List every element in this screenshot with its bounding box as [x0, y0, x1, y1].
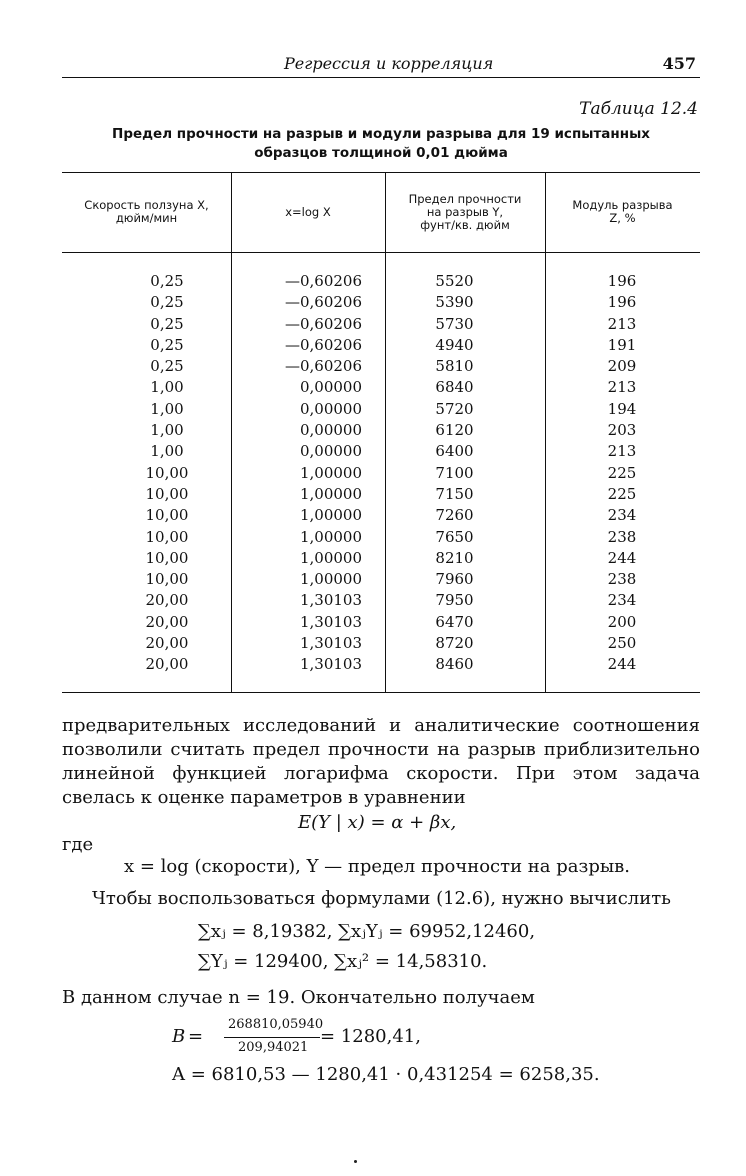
table-cell: 213 [607, 314, 637, 333]
table-row [62, 548, 700, 569]
b-result: = 1280,41, [320, 1026, 421, 1047]
table-row [62, 399, 700, 420]
table-top-rule [62, 172, 700, 173]
a-formula: A = 6810,53 — 1280,41 · 0,431254 = 6258,35. [172, 1064, 600, 1085]
table-cell: 20,00 [145, 655, 189, 674]
table-row [62, 654, 700, 675]
table-row [62, 505, 700, 526]
table-header-rule [62, 252, 700, 253]
table-title-line1: Предел прочности на разрыв и модули разрыва для 19 испытанных [112, 126, 650, 142]
table-cell: 244 [607, 655, 637, 674]
table-cell: 1,00000 [299, 570, 362, 589]
table-cell: 7650 [435, 527, 474, 546]
table-cell: 20,00 [145, 634, 189, 653]
table-cell: 8460 [435, 655, 474, 674]
table-row [62, 633, 700, 654]
paragraph-compute: Чтобы воспользоваться формулами (12.6), нужно вычислить [92, 888, 671, 909]
table-cell: 1,00 [150, 421, 184, 440]
table-cell: 1,00000 [299, 548, 362, 567]
table-cell: 1,30103 [299, 591, 362, 610]
table-row [62, 484, 700, 505]
table-cell: 196 [607, 272, 637, 290]
table-cell: 1,30103 [299, 612, 362, 631]
table-cell: 0,00000 [299, 421, 362, 440]
table-cell: 244 [607, 548, 637, 567]
table-cell: 1,00 [150, 378, 184, 397]
table-cell: 1,00000 [299, 463, 362, 482]
table-cell: 5390 [435, 293, 474, 312]
table-cell: 1,00 [150, 399, 184, 418]
table-body [62, 271, 700, 676]
variable-definition: x = log (скорости), Y — предел прочности на разрыв. [124, 856, 631, 877]
b-numerator: 268810,05940 [228, 1017, 324, 1032]
table-cell: —0,60206 [284, 314, 362, 333]
table-cell: 4940 [435, 335, 474, 354]
table-cell: 0,00000 [299, 399, 362, 418]
column-header-speed: Скорость ползуна X, дюйм/мин [84, 198, 209, 225]
b-equals: = [188, 1026, 204, 1047]
table-cell: 0,25 [150, 335, 184, 354]
b-symbol: B [172, 1026, 186, 1047]
table-cell: 5810 [435, 357, 474, 376]
table-cell: 1,30103 [299, 634, 362, 653]
fraction-bar [224, 1037, 320, 1038]
column-header-strength: Предел прочности на разрыв Y, фунт/кв. дюйм [408, 191, 522, 232]
table-cell: 250 [607, 634, 637, 653]
table-cell: 1,30103 [299, 655, 362, 674]
table-cell: 10,00 [145, 463, 189, 482]
table-row [62, 271, 700, 292]
running-head [62, 54, 702, 78]
page-number: 457 [662, 54, 696, 73]
table-cell: 10,00 [145, 570, 189, 589]
sums-line-2: ∑Yⱼ = 129400, ∑xⱼ² = 14,58310. [198, 951, 488, 972]
table-cell: 10,00 [145, 506, 189, 525]
table-cell: 194 [607, 399, 637, 418]
table-cell: 0,25 [150, 314, 184, 333]
table-cell: 0,00000 [299, 378, 362, 397]
paragraph-result: В данном случае n = 19. Окончательно получаем [62, 987, 535, 1008]
table-cell: 7260 [435, 506, 474, 525]
table-cell: 7150 [435, 484, 474, 503]
table-row [62, 463, 700, 484]
table-cell: 209 [607, 357, 637, 376]
table-cell: 7960 [435, 570, 474, 589]
table-cell: 0,25 [150, 272, 184, 290]
table-cell: 1,00 [150, 442, 184, 461]
b-denominator: 209,94021 [238, 1040, 309, 1055]
table-row [62, 356, 700, 377]
table-row [62, 441, 700, 462]
table-row [62, 377, 700, 398]
table-cell: 20,00 [145, 612, 189, 631]
sums-line-1: ∑xⱼ = 8,19382, ∑xⱼYⱼ = 69952,12460, [198, 921, 536, 942]
table-cell: 6470 [435, 612, 474, 631]
table-cell: 1,00000 [299, 506, 362, 525]
where-label: где [62, 834, 94, 855]
table-cell: 10,00 [145, 548, 189, 567]
table-cell: 7100 [435, 463, 474, 482]
table-cell: 191 [607, 335, 637, 354]
table-cell: 225 [607, 463, 637, 482]
table-cell: 200 [607, 612, 637, 631]
table-cell: 213 [607, 378, 637, 397]
table-cell: 213 [607, 442, 637, 461]
page-speck [354, 1160, 357, 1163]
table-cell: —0,60206 [284, 335, 362, 354]
table-row [62, 590, 700, 611]
table-cell: 0,25 [150, 357, 184, 376]
column-header-log: x=log X [285, 204, 331, 219]
table-title-line2: образцов толщиной 0,01 дюйма [254, 145, 508, 161]
table-number: Таблица 12.4 [579, 99, 698, 119]
table-cell: 225 [607, 484, 637, 503]
table-cell: 10,00 [145, 527, 189, 546]
regression-equation: E(Y | x) = α + βx, [298, 812, 457, 833]
table-cell: 234 [607, 506, 637, 525]
table-row [62, 420, 700, 441]
table-row [62, 569, 700, 590]
table-row [62, 612, 700, 633]
table-bottom-rule [62, 692, 700, 693]
table-cell: 6400 [435, 442, 474, 461]
table-row [62, 527, 700, 548]
table-cell: —0,60206 [284, 357, 362, 376]
table-cell: —0,60206 [284, 272, 362, 290]
table-cell: 1,00000 [299, 484, 362, 503]
table-cell: 234 [607, 591, 637, 610]
table-cell: 6840 [435, 378, 474, 397]
table-cell: 20,00 [145, 591, 189, 610]
table-cell: 238 [607, 570, 637, 589]
table-cell: 238 [607, 527, 637, 546]
table-cell: 6120 [435, 421, 474, 440]
running-head-title: Регрессия и корреляция [284, 54, 494, 73]
table-cell: 5520 [435, 272, 474, 290]
table-cell: —0,60206 [284, 293, 362, 312]
table-cell: 8720 [435, 634, 474, 653]
column-header-modulus: Модуль разрыва Z, % [572, 198, 673, 225]
table-cell: 5730 [435, 314, 474, 333]
header-rule [62, 77, 700, 78]
table-cell: 1,00000 [299, 527, 362, 546]
table-cell: 0,00000 [299, 442, 362, 461]
table-cell: 10,00 [145, 484, 189, 503]
table-row [62, 335, 700, 356]
table-cell: 196 [607, 293, 637, 312]
table-cell: 7950 [435, 591, 474, 610]
table-cell: 5720 [435, 399, 474, 418]
table-cell: 203 [607, 421, 637, 440]
table-cell: 0,25 [150, 293, 184, 312]
table-row [62, 292, 700, 313]
table-cell: 8210 [435, 548, 474, 567]
table-row [62, 314, 700, 335]
paragraph-intro: предварительных исследований и аналитические соотношения позволили считать предел прочности на разрыв приблизительно линейной функцией логарифма скорости. При этом задача свелась к оценке параметров в уравнении [62, 715, 700, 808]
